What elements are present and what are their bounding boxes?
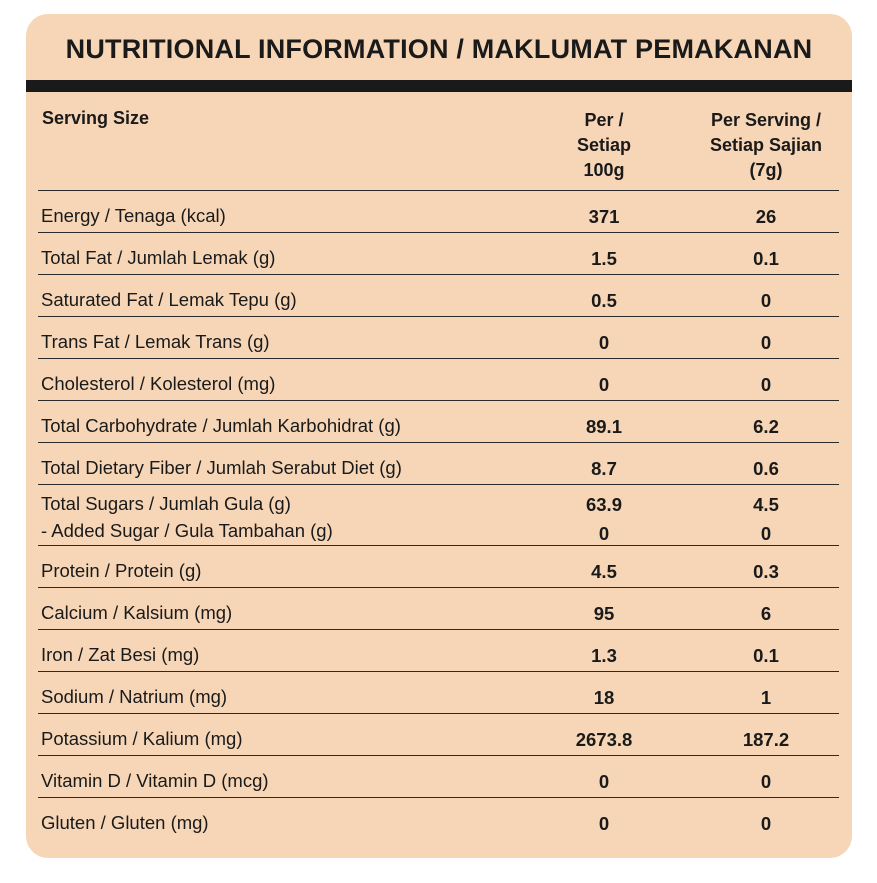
- nutrient-label: Iron / Zat Besi (mg): [41, 644, 200, 665]
- sugars-per-serving: 4.5: [753, 494, 779, 515]
- per-100g-value: 1.5: [591, 248, 617, 269]
- per-100g-value: 18: [593, 687, 615, 708]
- table-row: [38, 359, 839, 401]
- per-serving-value: 0: [760, 290, 772, 311]
- nutrient-label: Calcium / Kalsium (mg): [41, 602, 233, 623]
- per-100g-value: 0: [598, 332, 610, 353]
- nutrient-label: Trans Fat / Lemak Trans (g): [41, 331, 270, 352]
- header-line: (7g): [749, 160, 783, 180]
- header-line: 100g: [583, 160, 625, 180]
- per-serving-value: 6: [760, 603, 772, 624]
- table-row: [38, 546, 839, 588]
- nutrient-label: Total Fat / Jumlah Lemak (g): [41, 247, 276, 268]
- nutrient-label: Total Dietary Fiber / Jumlah Serabut Diet (g): [41, 457, 402, 478]
- nutrient-label: Energy / Tenaga (kcal): [41, 205, 226, 226]
- per-100g-value: 0: [598, 813, 610, 834]
- per-serving-value: 0: [760, 332, 772, 353]
- per-serving-value: 0.1: [753, 248, 779, 269]
- per-serving-value: 26: [755, 206, 777, 227]
- per-100g-value: 0.5: [591, 290, 617, 311]
- table-row: [38, 714, 839, 756]
- nutrient-rows: [38, 191, 839, 839]
- header-line: Per /: [584, 110, 624, 130]
- table-row: [38, 443, 839, 485]
- per-100g-value: 8.7: [591, 458, 617, 479]
- per-100g-value: 371: [588, 206, 620, 227]
- nutrient-label: Potassium / Kalium (mg): [41, 728, 243, 749]
- nutrient-label: Vitamin D / Vitamin D (mcg): [41, 770, 269, 791]
- added-sugar-label: - Added Sugar / Gula Tambahan (g): [41, 520, 333, 541]
- sugars-per-100g: 63.9: [585, 494, 622, 515]
- per-serving-value: 0: [760, 771, 772, 792]
- nutrient-label: Total Carbohydrate / Jumlah Karbohidrat (g): [41, 415, 401, 436]
- per-serving-value: 187.2: [742, 729, 790, 750]
- table-header-row: [38, 106, 839, 191]
- added-sugar-per-serving: 0: [760, 523, 772, 544]
- nutrient-label: Sodium / Natrium (mg): [41, 686, 228, 707]
- per-serving-value: 0: [760, 813, 772, 834]
- per-100g-value: 0: [598, 771, 610, 792]
- serving-size-header: Serving Size: [42, 108, 150, 128]
- per-100g-value: [544, 490, 664, 548]
- table-row: [38, 485, 839, 546]
- table-row: [38, 233, 839, 275]
- nutrient-label: Cholesterol / Kolesterol (mg): [41, 373, 276, 394]
- header-line: Per Serving /: [710, 110, 822, 130]
- panel-title: NUTRITIONAL INFORMATION / MAKLUMAT PEMAKANAN: [65, 34, 813, 64]
- per-100g-value: 95: [593, 603, 615, 624]
- per-serving-header: [692, 108, 840, 183]
- table-row: [38, 756, 839, 798]
- sugars-label: Total Sugars / Jumlah Gula (g): [41, 493, 291, 514]
- per-100g-header: [544, 108, 664, 183]
- nutrient-label: Protein / Protein (g): [41, 560, 202, 581]
- per-serving-value: 0.1: [753, 645, 779, 666]
- per-100g-value: 0: [598, 374, 610, 395]
- table-row: [38, 672, 839, 714]
- per-serving-value: 1: [760, 687, 772, 708]
- per-100g-value: 2673.8: [575, 729, 633, 750]
- nutrient-label: [41, 490, 333, 544]
- nutrient-label: Gluten / Gluten (mg): [41, 812, 209, 833]
- per-serving-value: 0: [760, 374, 772, 395]
- table-row: [38, 401, 839, 443]
- header-line: Setiap: [576, 135, 632, 155]
- per-100g-value: 89.1: [585, 416, 622, 437]
- per-serving-value: 0.3: [753, 561, 779, 582]
- table-row: [38, 191, 839, 233]
- table-row: [38, 317, 839, 359]
- title-divider: [26, 80, 852, 92]
- per-serving-value: 0.6: [753, 458, 779, 479]
- per-serving-value: [692, 490, 840, 548]
- table-row: [38, 630, 839, 672]
- table-row: [38, 798, 839, 839]
- table-row: [38, 275, 839, 317]
- per-100g-value: 4.5: [591, 561, 617, 582]
- nutrient-label: Saturated Fat / Lemak Tepu (g): [41, 289, 297, 310]
- nutrition-panel: [26, 14, 852, 858]
- added-sugar-per-100g: 0: [598, 523, 610, 544]
- per-100g-value: 1.3: [591, 645, 617, 666]
- per-serving-value: 6.2: [753, 416, 779, 437]
- table-row: [38, 588, 839, 630]
- header-line: Setiap Sajian: [709, 135, 823, 155]
